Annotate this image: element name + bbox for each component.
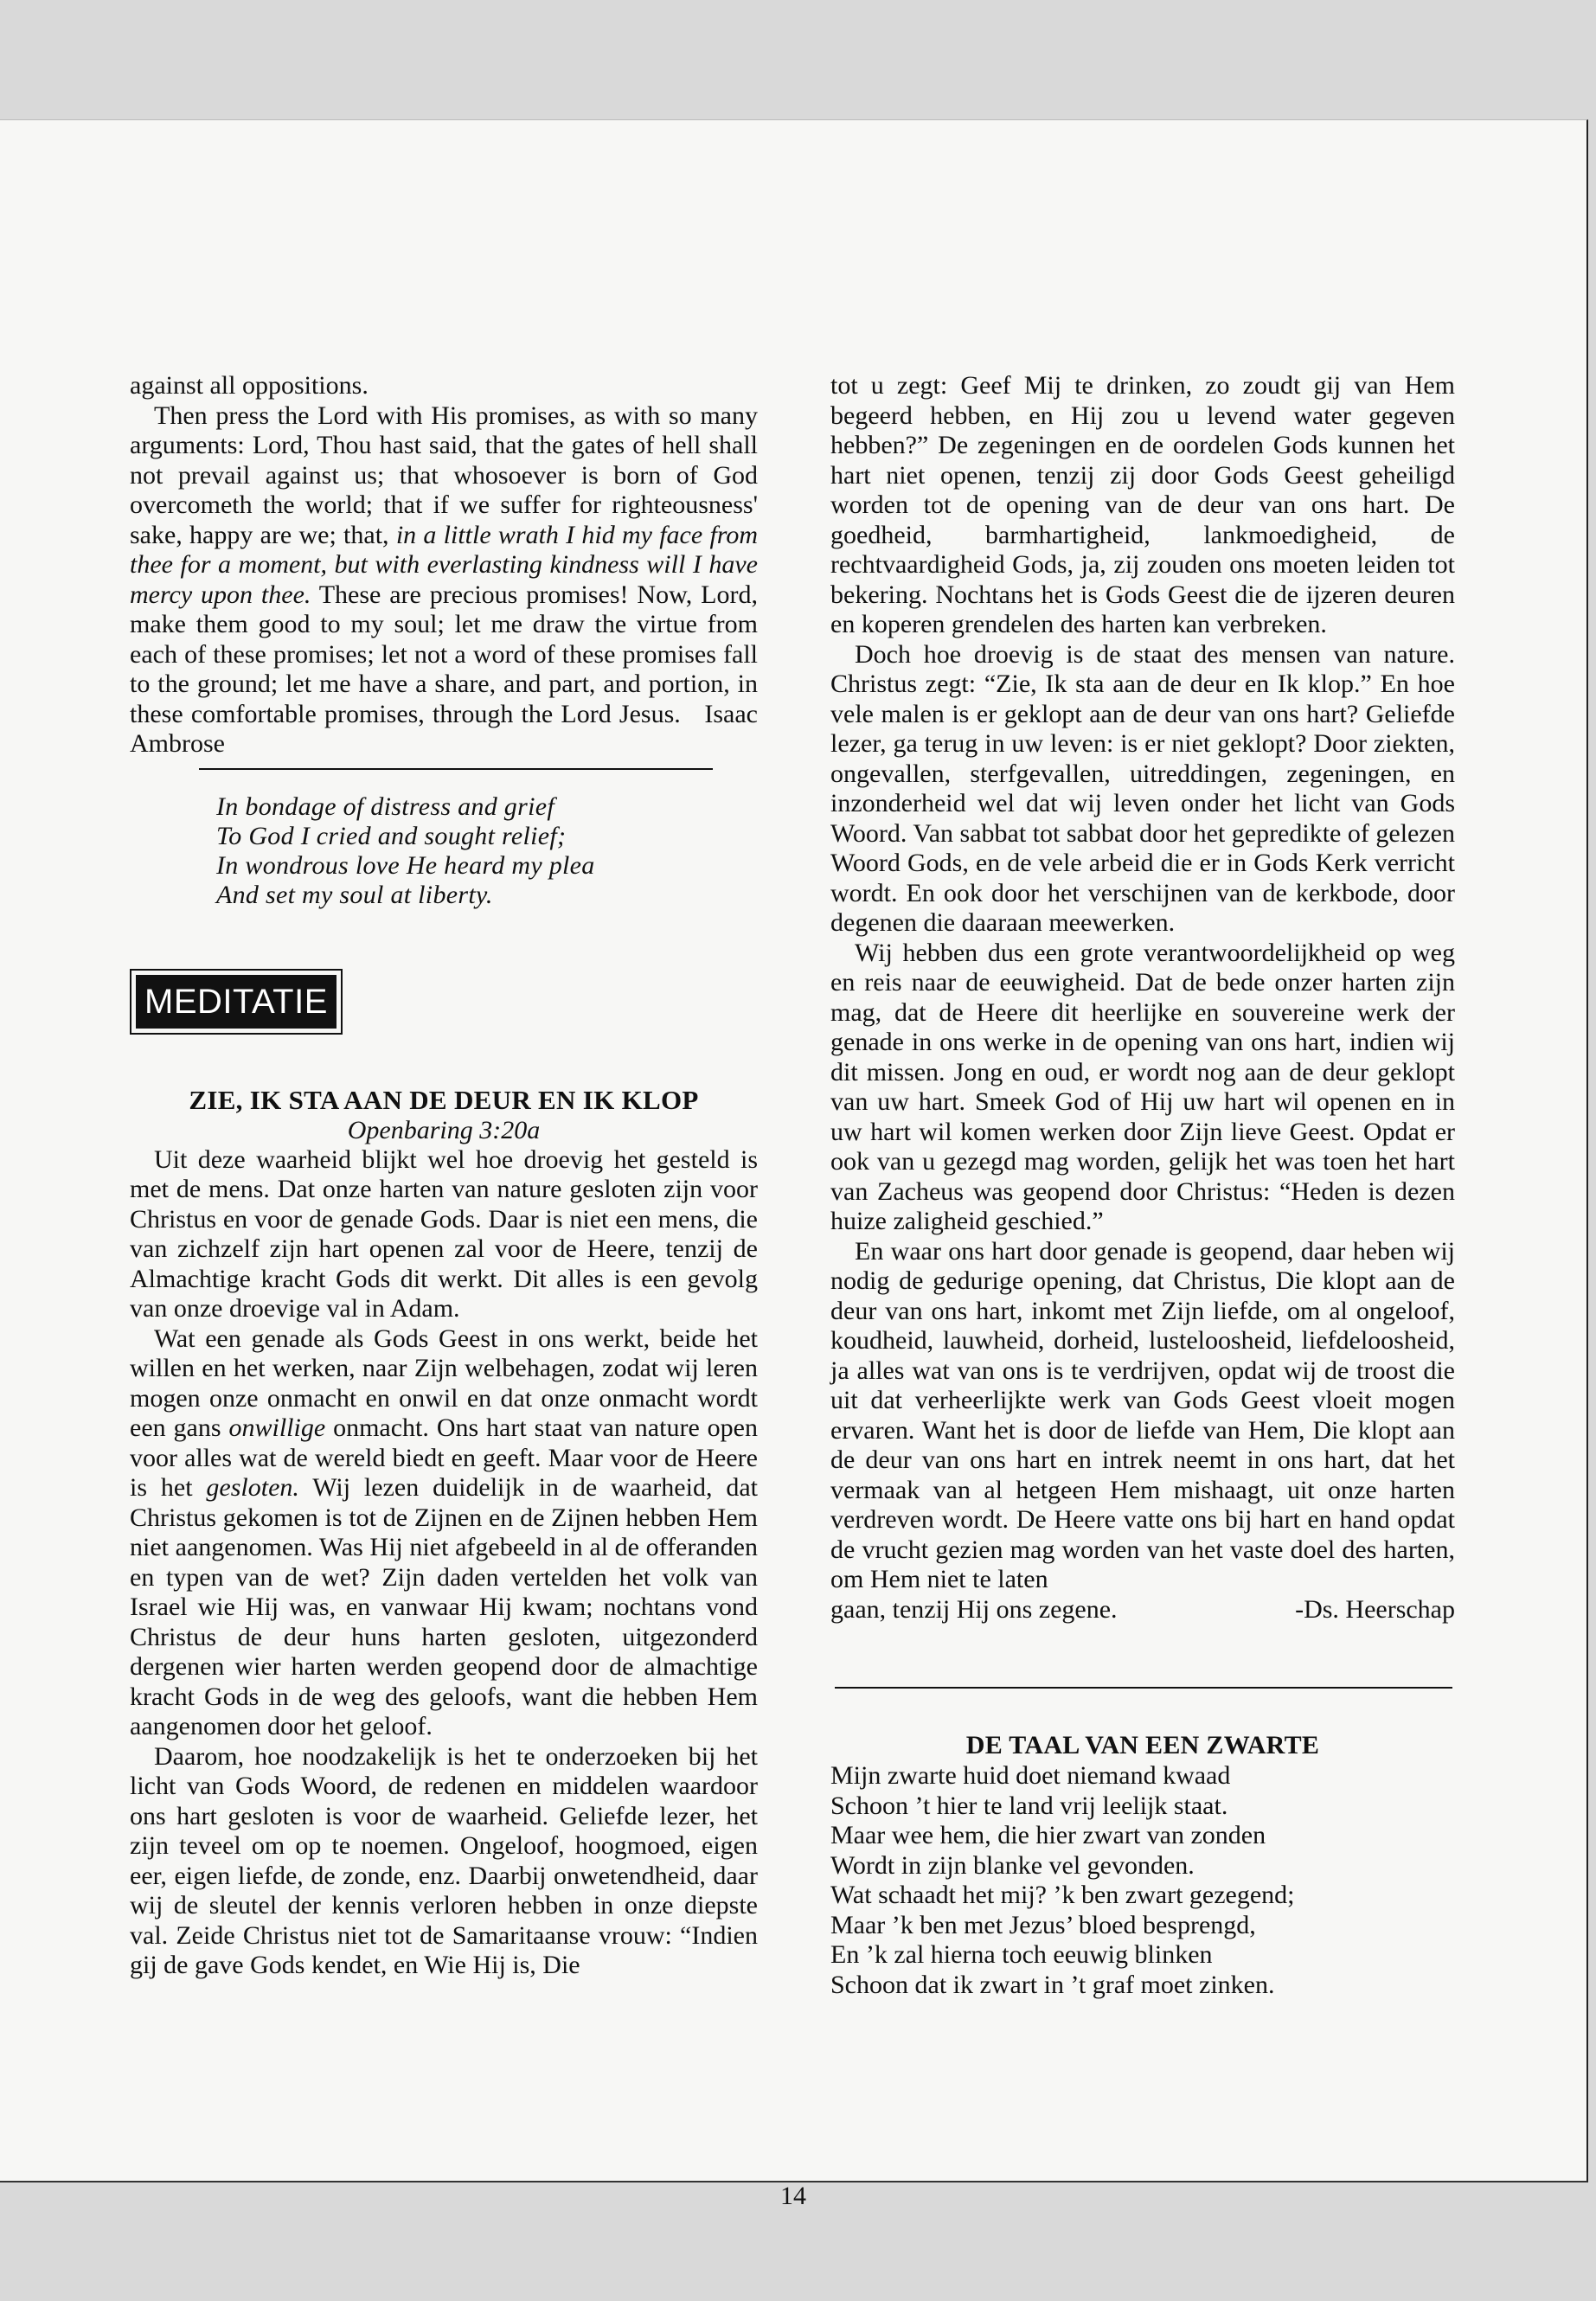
paragraph-continuation: tot u zegt: Geef Mij te drinken, zo zoudt gij van Hem begeerd hebben, en Hij zou u levend water gegeven hebben?” De zegeningen en de oordelen Gods kunnen het hart niet openen, tenzij zij door Gods Geest geheiligd worden tot de opening van de deur van ons hart. De goedheid, barmhartigheid, lankmoedigheid, de rechtvaardigheid Gods, ja, zij zouden ons moeten leiden tot bekering. Nochtans het is Gods Geest die de ijzeren deuren en koperen grendelen des harten kan verbreken.: [830, 371, 1455, 638]
paragraph-text: Then press the Lord with His promises, as with so many arguments: Lord, Thou hast said, that the gates of hell shall not prevail against us; that whosoever is born of God overcometh the world; that if we suffer for righteousness' sake, happy are we; that,: [130, 401, 758, 549]
poem-line: Schoon dat ik zwart in ’t graf moet zinken.: [830, 1970, 1275, 1999]
poem-line: Maar wee hem, die hier zwart van zonden: [830, 1821, 1266, 1849]
page-number: 14: [780, 2182, 806, 2210]
paragraph-text: onmacht. Ons hart staat van nature open voor alles wat de wereld biedt en geeft. Maar voor de Heere is het: [130, 1413, 759, 1502]
paragraph-text: Wij lezen duidelijk in de waarheid, dat Christus gekomen is tot de Zijnen en de Zijnen hebben Hem niet aangenomen. Was Hij niet afgebeeld in al de offeranden en typen van de wet? Zijn daden vertelden het volk van Israel wie Hij was, en vanwaar Hij kwam; nochtans vond Christus de deur huns harten gesloten, uitgezonderd dergenen wier harten werden geopend door de almachtige kracht Gods in de weg des geloofs, want die hebben Hem aangenomen door het geloof.: [130, 1473, 758, 1740]
poem-line: En ’k zal hierna toch eeuwig blinken: [830, 1940, 1213, 1969]
meditatie-label: MEDITATIE: [136, 975, 337, 1029]
divider: [835, 1687, 1452, 1689]
paragraph: Uit deze waarheid blijkt wel hoe droevig het gesteld is met de mens. Dat onze harten van nature gesloten zijn voor Christus en voor de genade Gods. Daar is niet een mens, die van zichzelf zijn hart openen zal voor de Heere, tenzij de Almachtige kracht Gods dit werkt. Dit alles is een gevolg van onze droevige val in Adam.: [130, 1144, 758, 1323]
right-column: [830, 371, 1455, 2000]
paragraph: [130, 1324, 758, 1742]
meditatie-badge: [130, 969, 343, 1035]
paragraph: Doch hoe droevig is de staat des mensen van nature. Christus zegt: “Zie, Ik sta aan de deur en Ik klop.” En hoe vele malen is er geklopt aan de deur van ons hart? Geliefde lezer, ga terug in uw leven: is er niet geklopt? Door ziekten, ongevallen, sterfgevallen, uitreddingen, zegeningen, en inzonderheid wel dat wij leven onder het licht van Gods Woord. Van sabbat tot sabbat door het gepredikte of gelezen Woord Gods, en de vele arbeid die er in Gods Kerk verricht wordt. En ook door het verschijnen van de kerkbode, door degenen die daaraan meewerken.: [830, 639, 1455, 937]
poem-line: Schoon ’t hier te land vrij leelijk staat.: [830, 1791, 1228, 1820]
author-attribution: -Ds. Heerschap: [1295, 1594, 1455, 1624]
author-attribution: Isaac Ambrose: [130, 699, 759, 758]
poem-line: Wat schaadt het mij? ’k ben zwart gezegend;: [830, 1881, 1295, 1909]
scripture-reference: Openbaring 3:20a: [347, 1115, 541, 1144]
divider: [199, 768, 713, 770]
signature-line: [830, 1595, 1455, 1625]
paragraph-promises: [130, 401, 758, 760]
dutch-poem: [830, 1761, 1455, 2000]
poem-line: Wordt in zijn blanke vel gevonden.: [830, 1850, 1195, 1880]
article-heading: ZIE, IK STA AAN DE DEUR EN IK KLOP: [189, 1084, 699, 1115]
paragraph: Wij hebben dus een grote verantwoordelijkheid op weg en reis naar de eeuwigheid. Dat de bede onzer harten zijn mag, dat de Heere dit heerlijke en souvereine werk der genade in ons werke in de opening van ons hart, indien wij dit missen. Jong en oud, er wordt nog aan de deur geklopt van uw hart. Smeek God of Hij uw hart wil openen en in uw hart wil komen werken door Zijn lieve Geest. Opdat er ook van u gezegd mag worden, gelijk het was toen het hart van Zacheus was geopend door Christus: “Heden is dezen huize zaligheid geschied.”: [830, 938, 1455, 1235]
paragraph-text: Wat een genade als Gods Geest in ons werkt, beide het willen en het werken, naar Zijn welbehagen, zodat wij leren mogen onze onmacht en onwil en dat onze onmacht wordt een gans: [130, 1324, 758, 1442]
poem-line: In bondage of distress and grief: [216, 792, 554, 821]
emphasis: onwillige: [228, 1413, 326, 1442]
poem-title: DE TAAL VAN EEN ZWARTE: [965, 1731, 1320, 1759]
scripture-quote: in a little wrath I hid my face from thee for a moment, but with everlasting kindness will I have mercy upon thee.: [130, 520, 758, 609]
english-poem: [216, 792, 758, 910]
document-page: [0, 119, 1588, 2210]
section-badge-wrap: [130, 969, 758, 1035]
paragraph-continuation: against all oppositions.: [130, 371, 369, 400]
left-column: [130, 371, 758, 1981]
paragraph-text: These are precious promises! Now, Lord, make them good to my soul; let me draw the virtue from each of these promises; let not a word of these promises fall to the ground; let me have a share, and part, and portion, in these comfortable promises, through the Lord Jesus.: [130, 580, 758, 728]
poem-line: And set my soul at liberty.: [216, 880, 493, 909]
poem-line: To God I cried and sought relief;: [216, 821, 567, 850]
closing-text: gaan, tenzij Hij ons zegene.: [830, 1594, 1118, 1624]
emphasis: gesloten.: [206, 1473, 299, 1502]
poem-line: Mijn zwarte huid doet niemand kwaad: [830, 1761, 1231, 1790]
poem-line: In wondrous love He heard my plea: [216, 850, 595, 880]
poem-line: Maar ’k ben met Jezus’ bloed besprengd,: [830, 1910, 1256, 1939]
paragraph: En waar ons hart door genade is geopend, daar heben wij nodig de gedurige opening, dat Christus, Die klopt aan de deur van ons hart, inkomt met Zijn liefde, om al ongeloof, koudheid, lauwheid, dorheid, lusteloosheid, liefdeloosheid, ja alles wat van ons is te verdrijven, opdat wij de troost die uit dat verheerlijkte werk van Gods Geest vloeit mogen ervaren. Want het is door de liefde van Hem, Die klopt aan de deur van ons hart en intrek neemt in ons hart, dat het vermaak van al hetgeen Hem mishaagt, uit onze harten verdreven wordt. De Heere vatte ons bij hart en hand opdat de vrucht gezien mag worden van het vaste doel des harten, om Hem niet te laten: [830, 1236, 1455, 1593]
paragraph: Daarom, hoe noodzakelijk is het te onderzoeken bij het licht van Gods Woord, de redenen en middelen waardoor ons hart gesloten is voor de waarheid. Geliefde lezer, het zijn teveel om op te noemen. Ongeloof, hoogmoed, eigen eer, eigen liefde, de zonde, enz. Daarbij onwetendheid, daar wij de sleutel der kennis verloren hebben in onze diepste val. Zeide Christus niet tot de Samaritaanse vrouw: “Indien gij de gave Gods kendet, en Wie Hij is, Die: [130, 1741, 758, 1979]
